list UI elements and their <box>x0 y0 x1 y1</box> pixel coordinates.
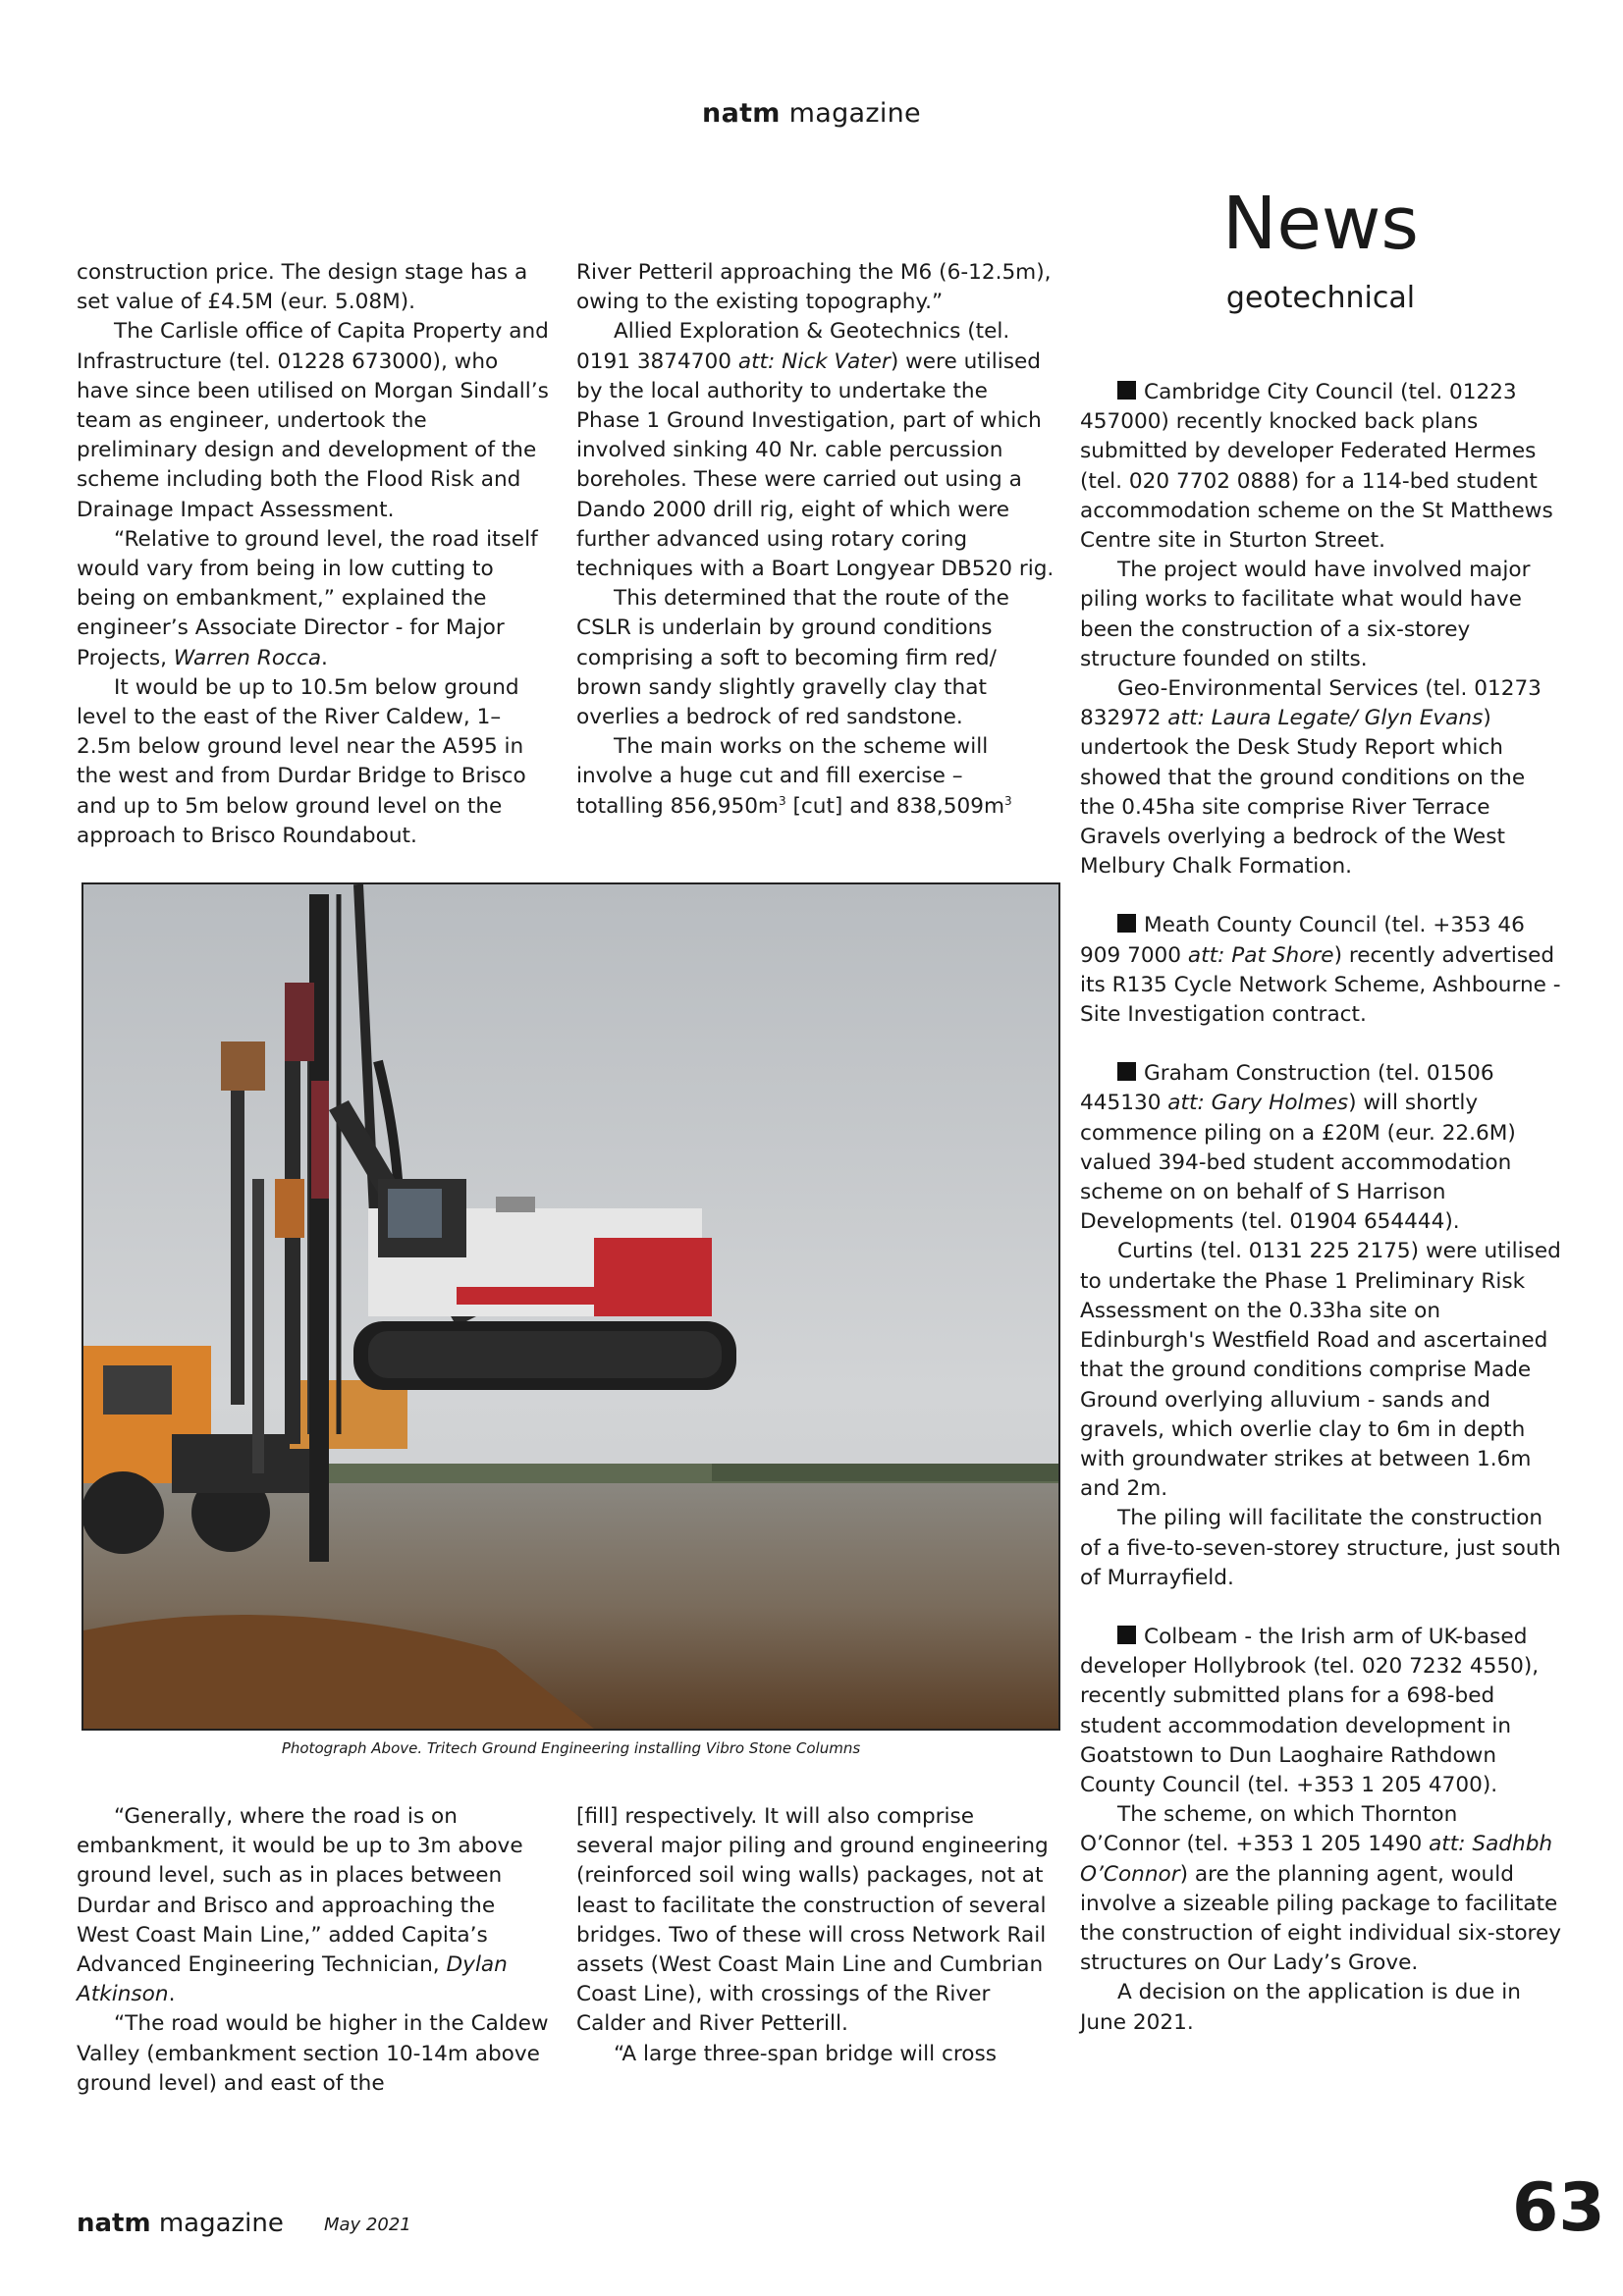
contact-name: att: Sadhbh O’Connor <box>1080 1832 1553 1887</box>
paragraph: River Petteril approaching the M6 (6-12.5m), owing to the existing topography.” <box>576 260 1052 315</box>
paragraph: “The road would be higher in the Caldew Valley (embankment section 10-14m above ground level) and east of the <box>77 2011 549 2096</box>
bullet-square-icon <box>1117 1062 1136 1081</box>
magazine-masthead <box>0 98 1623 129</box>
text-span: Allied Exploration & Geotechnics (tel. 0191 3874700 <box>576 319 1010 374</box>
paragraph: construction price. The design stage has a set value of £4.5M (eur. 5.08M). <box>77 260 528 315</box>
masthead-brand-rest: magazine <box>780 98 921 129</box>
contact-name: att: Pat Shore <box>1187 942 1334 968</box>
paragraph: The Carlisle office of Capita Property and Infrastructure (tel. 01228 673000), who have since been utilised on Morgan Sindall’s team as engineer, undertook the preliminary design and development of the scheme including both the Flood Risk and Drainage Impact Assessment. <box>77 319 549 522</box>
paragraph: The piling will facilitate the construction of a five-to-seven-storey structure, just south of Murrayfield. <box>1080 1506 1561 1590</box>
article-column-2-top <box>576 258 1055 822</box>
article-column-1-top <box>77 258 550 851</box>
text-span: The scheme, on which Thornton O’Connor (tel. +353 1 205 1490 <box>1080 1802 1458 1857</box>
text-span: ) will shortly commence piling on a £20M (eur. 22.6M) valued 394-bed student accommodation scheme on on behalf of S Harrison Developments (tel. 01904 654444). <box>1080 1091 1516 1235</box>
bullet-square-icon <box>1117 914 1136 933</box>
footer-masthead <box>77 2209 284 2238</box>
bullet-square-icon <box>1117 1626 1136 1644</box>
footer-brand-rest: magazine <box>150 2209 284 2238</box>
paragraph: “Generally, where the road is on embankment, it would be up to 3m above ground level, such as in places between Durdar and Brisco and approaching the West Coast Main Line,” added Capita’s Advanced Engineering Technician, Dylan Atkinson. <box>77 1804 523 2007</box>
person-name: Dylan Atkinson <box>77 1952 508 2007</box>
paragraph: A decision on the application is due in June 2021. <box>1080 1980 1521 2035</box>
quote-text: “Relative to ground level, the road itself would vary from being in low cutting to being on embankment,” explained the engineer’s Associate Director - for Major Projects, <box>77 526 538 670</box>
article-column-1-bottom <box>77 1802 550 2099</box>
text-span: Graham Construction (tel. 01506 445130 <box>1080 1061 1494 1116</box>
person-name: Warren Rocca <box>173 645 322 670</box>
text-span: “Generally, where the road is on embankment, it would be up to 3m above ground level, such as in places between Durdar and Brisco and approaching the West Coast Main Line,” added Capita’s Advanced Engineering Technician, <box>77 1804 523 1978</box>
text-span: The main works on the scheme will involve a huge cut and fill exercise – totalling 856,950m <box>576 734 989 819</box>
bullet-square-icon <box>1117 381 1136 400</box>
text-span: ) are the planning agent, would involve a sizeable piling package to facilitate the construction of eight individual six-storey structures on Our Lady’s Grove. <box>1080 1861 1562 1976</box>
text-span: Geo-Environmental Services (tel. 01273 832972 <box>1080 676 1542 731</box>
news-item-cambridge <box>1080 378 1561 556</box>
superscript: 3 <box>778 793 786 808</box>
text-span: ) recently advertised its R135 Cycle Network Scheme, Ashbourne - Site Investigation contract. <box>1080 942 1561 1028</box>
paragraph <box>576 732 1055 822</box>
text-span: Cambridge City Council (tel. 01223 457000) recently knocked back plans submitted by developer Federated Hermes (tel. 020 7702 0888) for a 114-bed student accommodation scheme on the St Matthews Centre site in Sturton Street. <box>1080 380 1553 554</box>
paragraph: “A large three-span bridge will cross <box>614 2041 997 2066</box>
photo-caption: Photograph Above. Tritech Ground Engineering installing Vibro Stone Columns <box>281 1739 861 1757</box>
text-span: ) were utilised by the local authority to undertake the Phase 1 Ground Investigation, part of which involved sinking 40 Nr. cable percussion boreholes. These were carried out using a Dando 2000 drill rig, eight of which were further advanced using rotary coring techniques with a Boart Longyear DB520 rig. <box>576 348 1055 582</box>
contact-name: att: Gary Holmes <box>1167 1091 1349 1116</box>
article-column-2-bottom <box>576 1802 1055 2069</box>
paragraph: It would be up to 10.5m below ground level to the east of the River Caldew, 1–2.5m below ground level near the A595 in the west and from Durdar Bridge to Brisco and up to 5m below ground level on the approach to Brisco Roundabout. <box>77 674 526 848</box>
paragraph: This determined that the route of the CSLR is underlain by ground conditions comprising a soft to becoming firm red/ brown sandy slightly gravelly clay that overlies a bedrock of red sandstone. <box>576 586 1009 730</box>
footer-brand-bold: natm <box>77 2209 151 2238</box>
text-span: [cut] and 838,509m <box>785 793 1005 819</box>
section-title: News <box>1222 182 1419 266</box>
text-span: ) undertook the Desk Study Report which showed that the ground conditions on the the 0.45ha site comprise River Terrace Gravels overlying a bedrock of the West Melbury Chalk Formation. <box>1080 706 1526 880</box>
news-column <box>1080 378 1561 2038</box>
masthead-brand-bold: natm <box>702 98 781 129</box>
issue-date: May 2021 <box>324 2215 411 2235</box>
paragraph: [fill] respectively. It will also comprise several major piling and ground engineering (reinforced soil wing walls) packages, not at least to facilitate the construction of several bridges. Two of these will cross Network Rail assets (West Coast Main Line and Cumbrian Coast Line), with crossings of the River Calder and River Petterill. <box>576 1804 1049 2037</box>
news-item-graham <box>1080 1059 1561 1237</box>
paragraph <box>576 317 1055 584</box>
page-number: 63 <box>1512 2169 1605 2247</box>
paragraph: Curtins (tel. 0131 225 2175) were utilised to undertake the Phase 1 Preliminary Risk Assessment on the 0.33ha site on Edinburgh's Westfield Road and ascertained that the ground conditions comprise Made Ground overlying alluvium - sands and gravels, which overlie clay to 6m in depth with groundwater strikes at between 1.6m and 2m. <box>1080 1239 1561 1502</box>
news-item-colbeam <box>1080 1623 1561 1800</box>
text-span: Colbeam - the Irish arm of UK-based developer Hollybrook (tel. 020 7232 4550), recently submitted plans for a 698-bed student accommodation development in Goatstown to Dun Laoghaire Rathdown County Council (tel. +353 1 205 4700). <box>1080 1624 1540 1797</box>
contact-name: att: Laura Legate/ Glyn Evans <box>1167 706 1484 731</box>
paragraph <box>1080 674 1561 881</box>
contact-name: att: Nick Vater <box>737 348 891 374</box>
paragraph: “Relative to ground level, the road itself would vary from being in low cutting to being on embankment,” explained the engineer’s Associate Director - for Major Projects, Warren Rocca. <box>77 526 538 670</box>
text-span: Meath County Council (tel. +353 46 909 7000 <box>1080 913 1525 968</box>
paragraph: The project would have involved major piling works to facilitate what would have been the construction of a six-storey structure founded on stilts. <box>1080 558 1531 671</box>
paragraph <box>1080 1800 1561 1978</box>
section-subtitle: geotechnical <box>1225 281 1416 315</box>
superscript: 3 <box>1004 793 1012 808</box>
news-item-meath <box>1080 911 1561 1030</box>
piling-rig-photo <box>81 882 1060 1731</box>
